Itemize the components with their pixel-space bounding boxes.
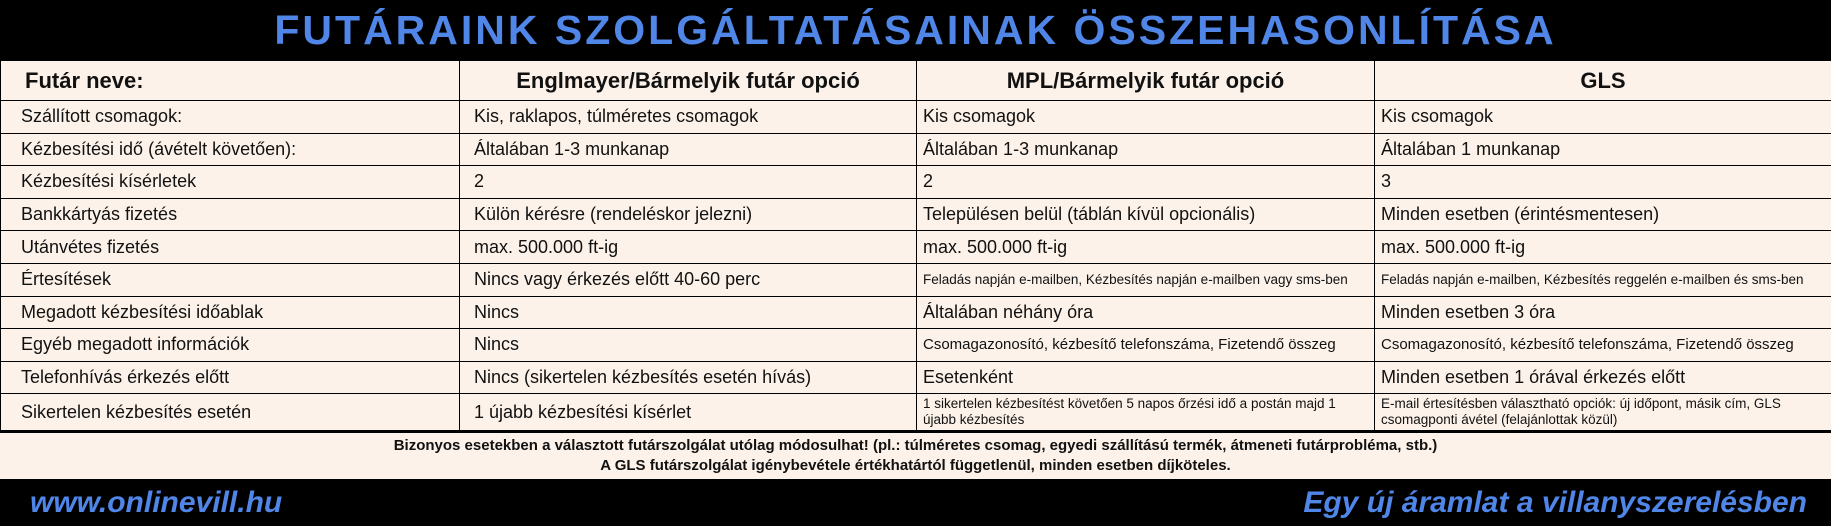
table-row: [1, 133, 1831, 166]
website-link[interactable]: www.onlinevill.hu: [30, 486, 283, 519]
row-label: Értesítések: [1, 263, 460, 296]
cell-gls: max. 500.000 ft-ig: [1375, 231, 1831, 264]
header-cell-gls: GLS: [1375, 61, 1831, 101]
cell-gls: Csomagazonosító, kézbesítő telefonszáma, Fizetendő összeg: [1375, 329, 1831, 362]
row-label: Szállított csomagok:: [1, 101, 460, 134]
table-row: [1, 296, 1831, 329]
cell-gls: Minden esetben (érintésmentesen): [1375, 198, 1831, 231]
row-label: Bankkártyás fizetés: [1, 198, 460, 231]
table-row: [1, 231, 1831, 264]
cell-englmayer: Nincs: [460, 296, 917, 329]
cell-gls: Minden esetben 1 órával érkezés előtt: [1375, 361, 1831, 394]
cell-englmayer: 2: [460, 166, 917, 199]
row-label: Kézbesítési idő (ávételt követően):: [1, 133, 460, 166]
cell-englmayer: Külön kérésre (rendeléskor jelezni): [460, 198, 917, 231]
row-label: Egyéb megadott információk: [1, 329, 460, 362]
cell-englmayer: Nincs (sikertelen kézbesítés esetén hívás): [460, 361, 917, 394]
row-label: Utánvétes fizetés: [1, 231, 460, 264]
cell-englmayer: max. 500.000 ft-ig: [460, 231, 917, 264]
notes-panel: [0, 432, 1831, 479]
cell-gls: Minden esetben 3 óra: [1375, 296, 1831, 329]
table-row: [1, 166, 1831, 199]
row-label: Megadott kézbesítési időablak: [1, 296, 460, 329]
row-label: Kézbesítési kísérletek: [1, 166, 460, 199]
row-label: Telefonhívás érkezés előtt: [1, 361, 460, 394]
header-cell-englmayer: Englmayer/Bármelyik futár opció: [460, 61, 917, 101]
note-line: Bizonyos esetekben a választott futárszolgálat utólag módosulhat! (pl.: túlméretes csomag, egyedi szállítású termék, átmeneti futárprobléma, stb.): [393, 437, 1438, 454]
note-line: A GLS futárszolgálat igénybevétele értékhatártól függetlenül, minden esetben díjköteles.: [600, 457, 1231, 474]
cell-englmayer: 1 újabb kézbesítési kísérlet: [460, 394, 917, 431]
cell-gls: Általában 1 munkanap: [1375, 133, 1831, 166]
header-cell-mpl: MPL/Bármelyik futár opció: [917, 61, 1375, 101]
cell-englmayer: Nincs vagy érkezés előtt 40-60 perc: [460, 263, 917, 296]
cell-mpl: 1 sikertelen kézbesítést követően 5 napos őrzési idő a postán majd 1 újabb kézbesítés: [917, 394, 1375, 431]
cell-mpl: Kis csomagok: [917, 101, 1375, 134]
cell-mpl: max. 500.000 ft-ig: [917, 231, 1375, 264]
cell-gls: Feladás napján e-mailben, Kézbesítés reggelén e-mailben és sms-ben: [1375, 263, 1831, 296]
cell-mpl: Esetenként: [917, 361, 1375, 394]
table-header-row: [1, 61, 1831, 101]
header-cell-label: Futár neve:: [1, 61, 460, 101]
table-row: [1, 263, 1831, 296]
cell-englmayer: Általában 1-3 munkanap: [460, 133, 917, 166]
row-label: Sikertelen kézbesítés esetén: [1, 394, 460, 431]
page-title: FUTÁRAINK SZOLGÁLTATÁSAINAK ÖSSZEHASONLÍTÁSA: [274, 6, 1557, 53]
cell-mpl: Településen belül (táblán kívül opcionális): [917, 198, 1375, 231]
table-row: [1, 329, 1831, 362]
cell-mpl: Csomagazonosító, kézbesítő telefonszáma, Fizetendő összeg: [917, 329, 1375, 362]
cell-gls: Kis csomagok: [1375, 101, 1831, 134]
cell-mpl: Általában néhány óra: [917, 296, 1375, 329]
cell-gls: 3: [1375, 166, 1831, 199]
footer: [0, 478, 1831, 526]
comparison-table: [0, 60, 1831, 431]
cell-englmayer: Nincs: [460, 329, 917, 362]
cell-mpl: 2: [917, 166, 1375, 199]
table-row: [1, 361, 1831, 394]
cell-mpl: Feladás napján e-mailben, Kézbesítés napján e-mailben vagy sms-ben: [917, 263, 1375, 296]
table-row: [1, 198, 1831, 231]
table-row: [1, 394, 1831, 431]
cell-englmayer: Kis, raklapos, túlméretes csomagok: [460, 101, 917, 134]
cell-mpl: Általában 1-3 munkanap: [917, 133, 1375, 166]
slogan: Egy új áramlat a villanyszerelésben: [1303, 486, 1807, 519]
cell-gls: E-mail értesítésben választható opciók: új időpont, másik cím, GLS csomagponti ávétel (felajánlottak közül): [1375, 394, 1831, 431]
table-row: [1, 101, 1831, 134]
